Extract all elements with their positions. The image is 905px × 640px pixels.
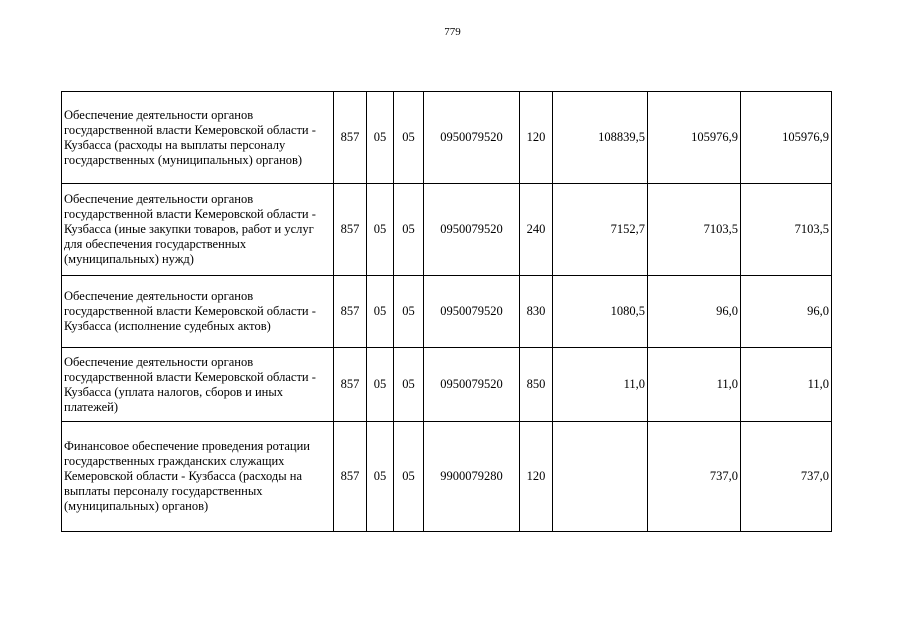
budget-table (61, 91, 832, 532)
expense-name-cell: Обеспечение деятельности органов государственной власти Кемеровской области - Кузбасса (иные закупки товаров, работ и услуг для обеспечения государственных (муниципальных) нужд) (62, 184, 334, 276)
page-number: 779 (444, 26, 461, 38)
section-code-cell: 05 (367, 422, 394, 532)
amount-1-cell: 7152,7 (553, 184, 648, 276)
section-code-cell: 05 (367, 92, 394, 184)
ministry-code-cell: 857 (334, 348, 367, 422)
target-article-cell: 0950079520 (424, 184, 520, 276)
subsection-code-cell: 05 (394, 276, 424, 348)
target-article-cell: 0950079520 (424, 348, 520, 422)
amount-2-cell: 11,0 (648, 348, 741, 422)
section-code-cell: 05 (367, 348, 394, 422)
amount-2-cell: 96,0 (648, 276, 741, 348)
amount-3-cell: 7103,5 (741, 184, 832, 276)
table-row (62, 184, 832, 276)
amount-1-cell: 11,0 (553, 348, 648, 422)
amount-3-cell: 96,0 (741, 276, 832, 348)
table-row (62, 348, 832, 422)
target-article-cell: 0950079520 (424, 92, 520, 184)
subsection-code-cell: 05 (394, 422, 424, 532)
amount-1-cell: 108839,5 (553, 92, 648, 184)
amount-2-cell: 737,0 (648, 422, 741, 532)
table-row (62, 422, 832, 532)
expense-name-cell: Финансовое обеспечение проведения ротации государственных гражданских служащих Кемеровской области - Кузбасса (расходы на выплаты персоналу государственных (муниципальных) органов) (62, 422, 334, 532)
amount-3-cell: 105976,9 (741, 92, 832, 184)
ministry-code-cell: 857 (334, 276, 367, 348)
amount-3-cell: 11,0 (741, 348, 832, 422)
subsection-code-cell: 05 (394, 348, 424, 422)
expense-type-cell: 120 (520, 92, 553, 184)
expense-type-cell: 850 (520, 348, 553, 422)
amount-2-cell: 7103,5 (648, 184, 741, 276)
expense-name-cell: Обеспечение деятельности органов государственной власти Кемеровской области - Кузбасса (расходы на выплаты персоналу государственных (муниципальных) органов) (62, 92, 334, 184)
amount-1-cell: 1080,5 (553, 276, 648, 348)
subsection-code-cell: 05 (394, 184, 424, 276)
table-row (62, 276, 832, 348)
amount-1-cell (553, 422, 648, 532)
ministry-code-cell: 857 (334, 422, 367, 532)
ministry-code-cell: 857 (334, 184, 367, 276)
target-article-cell: 0950079520 (424, 276, 520, 348)
amount-2-cell: 105976,9 (648, 92, 741, 184)
section-code-cell: 05 (367, 184, 394, 276)
table-row (62, 92, 832, 184)
subsection-code-cell: 05 (394, 92, 424, 184)
expense-type-cell: 120 (520, 422, 553, 532)
amount-3-cell: 737,0 (741, 422, 832, 532)
expense-type-cell: 240 (520, 184, 553, 276)
target-article-cell: 9900079280 (424, 422, 520, 532)
expense-name-cell: Обеспечение деятельности органов государственной власти Кемеровской области - Кузбасса (исполнение судебных актов) (62, 276, 334, 348)
ministry-code-cell: 857 (334, 92, 367, 184)
section-code-cell: 05 (367, 276, 394, 348)
expense-type-cell: 830 (520, 276, 553, 348)
expense-name-cell: Обеспечение деятельности органов государственной власти Кемеровской области - Кузбасса (уплата налогов, сборов и иных платежей) (62, 348, 334, 422)
